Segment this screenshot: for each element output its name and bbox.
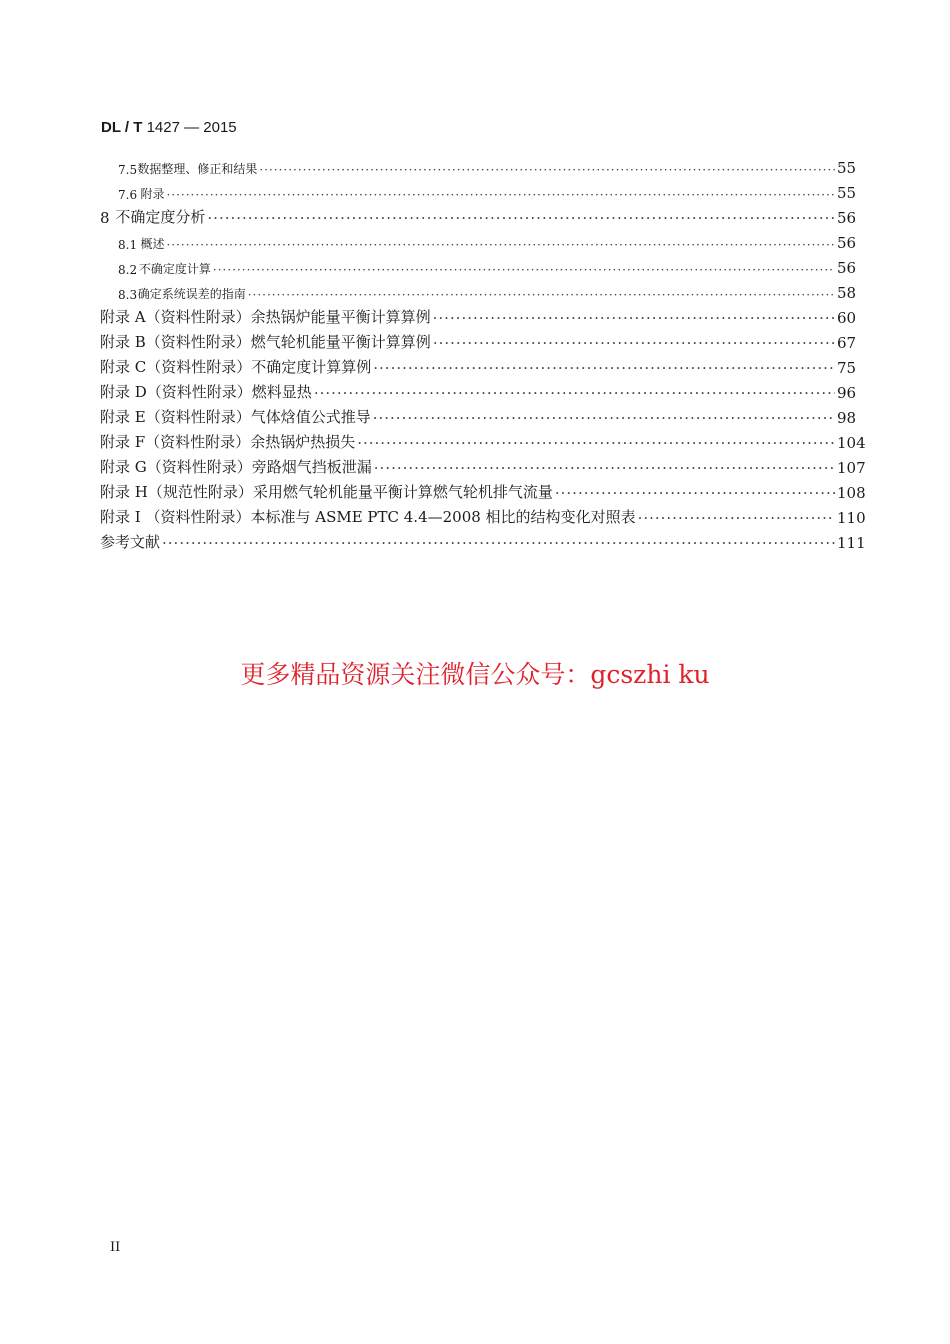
toc-entry-title: 不确定度分析: [115, 208, 206, 226]
toc-entry-8-1[interactable]: [100, 227, 855, 252]
toc-entry-page: 104: [837, 434, 866, 452]
document-header: [101, 119, 237, 136]
toc-entry-title: 燃料显热: [251, 383, 312, 401]
toc-entry-title: 概述: [140, 237, 165, 251]
toc-appendix-label: 附录 B（资料性附录）: [100, 333, 251, 351]
toc-leader-dots: [373, 359, 835, 377]
toc-entry-title: 本标准与 ASME PTC 4.4—2008 相比的结构变化对照表: [250, 508, 636, 526]
toc-entry-appendix-h[interactable]: [100, 477, 866, 502]
toc-leader-dots: [373, 409, 835, 427]
toc-entry-page: 67: [837, 334, 857, 352]
toc-leader-dots: [357, 434, 835, 452]
toc-entry-8-2[interactable]: [100, 252, 855, 277]
toc-leader-dots: [314, 384, 835, 402]
toc-entry-appendix-f[interactable]: [100, 427, 866, 452]
toc-entry-appendix-g[interactable]: [100, 452, 866, 477]
toc-entry-page: 56: [837, 209, 857, 227]
toc-leader-dots: [555, 484, 835, 502]
toc-appendix-label: 附录 D（资料性附录）: [100, 383, 252, 401]
toc-entry-page: 60: [837, 309, 857, 327]
toc-entry-page: 55: [837, 159, 857, 177]
toc-appendix-label: 附录 A（资料性附录）: [100, 308, 251, 326]
toc-entry-appendix-i[interactable]: [100, 502, 866, 527]
toc-entry-page: 56: [837, 234, 857, 252]
table-of-contents: [100, 152, 866, 552]
toc-entry-title: 气体焓值公式推导: [250, 408, 371, 426]
toc-entry-title: 旁路烟气挡板泄漏: [251, 458, 372, 476]
toc-appendix-label: 附录 G（资料性附录）: [100, 458, 252, 476]
toc-entry-page: 111: [837, 534, 866, 552]
toc-entry-title: 采用燃气轮机能量平衡计算燃气轮机排气流量: [252, 483, 553, 501]
toc-leader-dots: [166, 238, 835, 252]
toc-entry-appendix-b[interactable]: [100, 327, 855, 352]
toc-leader-dots: [162, 534, 835, 552]
toc-appendix-label: 附录 E（资料性附录）: [100, 408, 251, 426]
toc-entry-number: 8.1: [118, 238, 138, 252]
toc-entry-appendix-c[interactable]: [100, 352, 855, 377]
toc-entry-page: 110: [837, 509, 866, 527]
toc-leader-dots: [213, 263, 835, 277]
toc-entry-title: 不确定度计算: [138, 262, 211, 276]
toc-entry-number: 8: [100, 209, 110, 227]
toc-appendix-label: 附录 F（资料性附录）: [100, 433, 251, 451]
toc-leader-dots: [433, 309, 835, 327]
toc-entry-references[interactable]: [100, 527, 866, 552]
toc-entry-title: 数据整理、修正和结果: [137, 162, 258, 176]
toc-entry-page: 107: [837, 459, 866, 477]
promo-watermark-text: 更多精品资源关注微信公众号：gcszhi ku: [240, 660, 710, 689]
toc-entry-page: 108: [837, 484, 866, 502]
toc-entry-title: 燃气轮机能量平衡计算算例: [250, 333, 431, 351]
toc-entry-page: 56: [837, 259, 857, 277]
toc-entry-page: 55: [837, 184, 857, 202]
toc-leader-dots: [207, 209, 835, 227]
toc-entry-title: 参考文献: [100, 533, 161, 551]
toc-entry-number: 7.5: [118, 163, 138, 177]
toc-leader-dots: [259, 163, 835, 177]
toc-entry-title: 不确定度计算算例: [251, 358, 372, 376]
toc-entry-title: 确定系统误差的指南: [137, 287, 246, 301]
page-number: II: [110, 1240, 121, 1255]
toc-entry-appendix-e[interactable]: [100, 402, 855, 427]
toc-leader-dots: [433, 334, 835, 352]
toc-entry-appendix-a[interactable]: [100, 302, 855, 327]
toc-entry-page: 75: [837, 359, 857, 377]
toc-leader-dots: [248, 288, 835, 302]
toc-entry-number: 7.6: [118, 188, 138, 202]
toc-entry-7-6[interactable]: [100, 177, 855, 202]
toc-leader-dots: [374, 459, 835, 477]
standard-number: 1427 — 2015: [146, 119, 237, 136]
toc-entry-title: 余热锅炉热损失: [250, 433, 356, 451]
toc-entry-8-3[interactable]: [100, 277, 855, 302]
toc-entry-number: 8.2: [118, 263, 138, 277]
toc-entry-8[interactable]: [100, 202, 855, 227]
toc-entry-appendix-d[interactable]: [100, 377, 855, 402]
toc-entry-7-5[interactable]: [100, 152, 855, 177]
standard-code: DL / T: [101, 119, 143, 136]
toc-entry-title: 附录: [140, 187, 165, 201]
toc-leader-dots: [638, 509, 835, 527]
toc-appendix-label: 附录 H（规范性附录）: [100, 483, 253, 501]
toc-entry-page: 98: [837, 409, 857, 427]
toc-entry-title: 余热锅炉能量平衡计算算例: [250, 308, 431, 326]
toc-appendix-label: 附录 C（资料性附录）: [100, 358, 252, 376]
toc-entry-page: 58: [837, 284, 857, 302]
toc-entry-page: 96: [837, 384, 857, 402]
toc-leader-dots: [166, 188, 835, 202]
toc-appendix-label: 附录 I （资料性附录）: [100, 508, 251, 526]
toc-entry-number: 8.3: [118, 288, 138, 302]
